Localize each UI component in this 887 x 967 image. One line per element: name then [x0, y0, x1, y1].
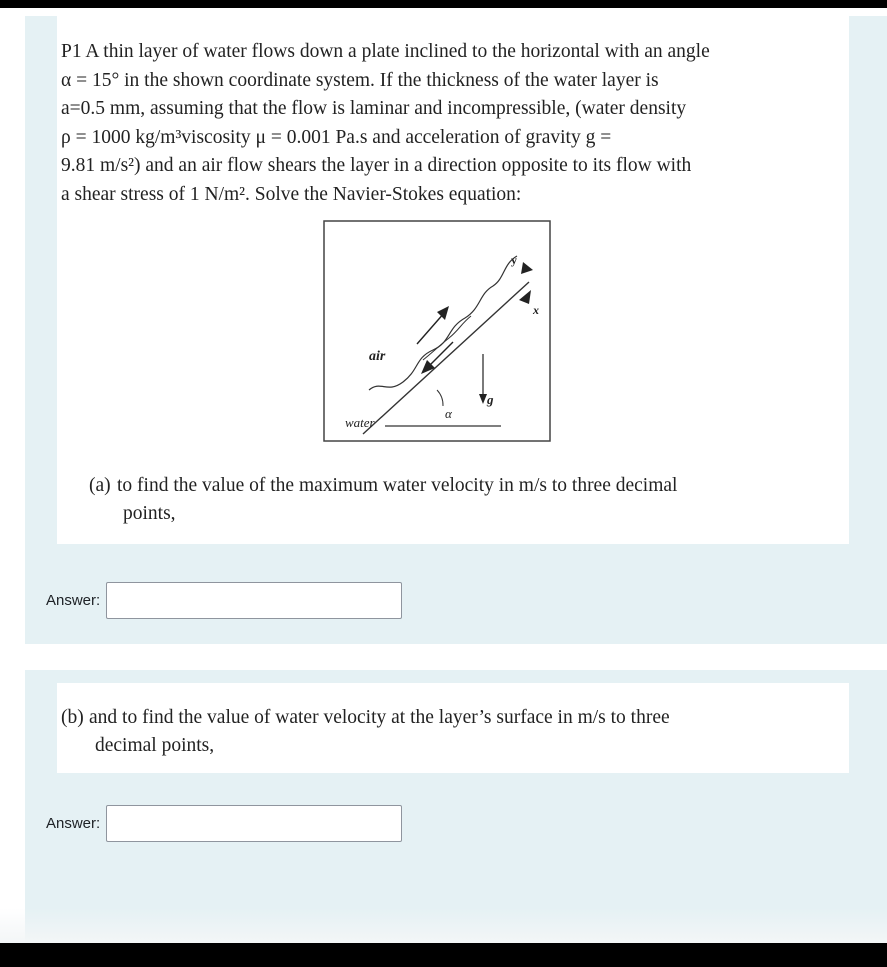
inclined-plate-diagram: [323, 220, 551, 442]
question-card-a: [25, 16, 887, 644]
scroll-fade: [0, 908, 887, 943]
question-content: [57, 683, 849, 773]
problem-line: 9.81 m/s²) and an air flow shears the layer in a direction opposite to its flow with: [61, 155, 692, 176]
sub-question-label: (b): [61, 707, 84, 728]
problem-statement: [61, 38, 845, 209]
answer-input-b[interactable]: [106, 805, 402, 842]
problem-line: a=0.5 mm, assuming that the flow is laminar and incompressible, (water density: [61, 98, 687, 119]
label-y: y: [511, 253, 517, 267]
label-alpha: α: [445, 406, 452, 421]
problem-line: ρ = 1000 kg/m³viscosity μ = 0.001 Pa.s and acceleration of gravity g =: [61, 126, 612, 148]
problem-line: P1 A thin layer of water flows down a plate inclined to the horizontal with an angle: [61, 41, 710, 62]
label-x: x: [533, 303, 539, 317]
sub-question-a: [89, 472, 829, 528]
question-content: [57, 16, 849, 544]
label-g: g: [487, 392, 494, 407]
question-card-b: [25, 670, 887, 943]
sub-question-text: and to find the value of water velocity at the layer’s surface in m/s to three: [89, 707, 670, 728]
sub-question-text-cont: decimal points,: [95, 735, 215, 756]
answer-row-b: [46, 805, 402, 842]
sub-question-text-cont: points,: [123, 503, 176, 524]
sub-question-label: (a): [89, 475, 111, 496]
label-water: water: [345, 415, 375, 430]
answer-input-a[interactable]: [106, 582, 402, 619]
sub-question-b: [61, 704, 831, 760]
answer-label: Answer:: [46, 815, 101, 832]
answer-label: Answer:: [46, 592, 101, 609]
answer-row-a: [46, 582, 402, 619]
label-air: air: [369, 349, 386, 364]
quiz-page: [0, 8, 887, 943]
problem-line: α = 15° in the shown coordinate system. If the thickness of the water layer is: [61, 69, 659, 91]
sub-question-text: to find the value of the maximum water velocity in m/s to three decimal: [117, 475, 678, 496]
problem-line: a shear stress of 1 N/m². Solve the Navier-Stokes equation:: [61, 183, 522, 205]
